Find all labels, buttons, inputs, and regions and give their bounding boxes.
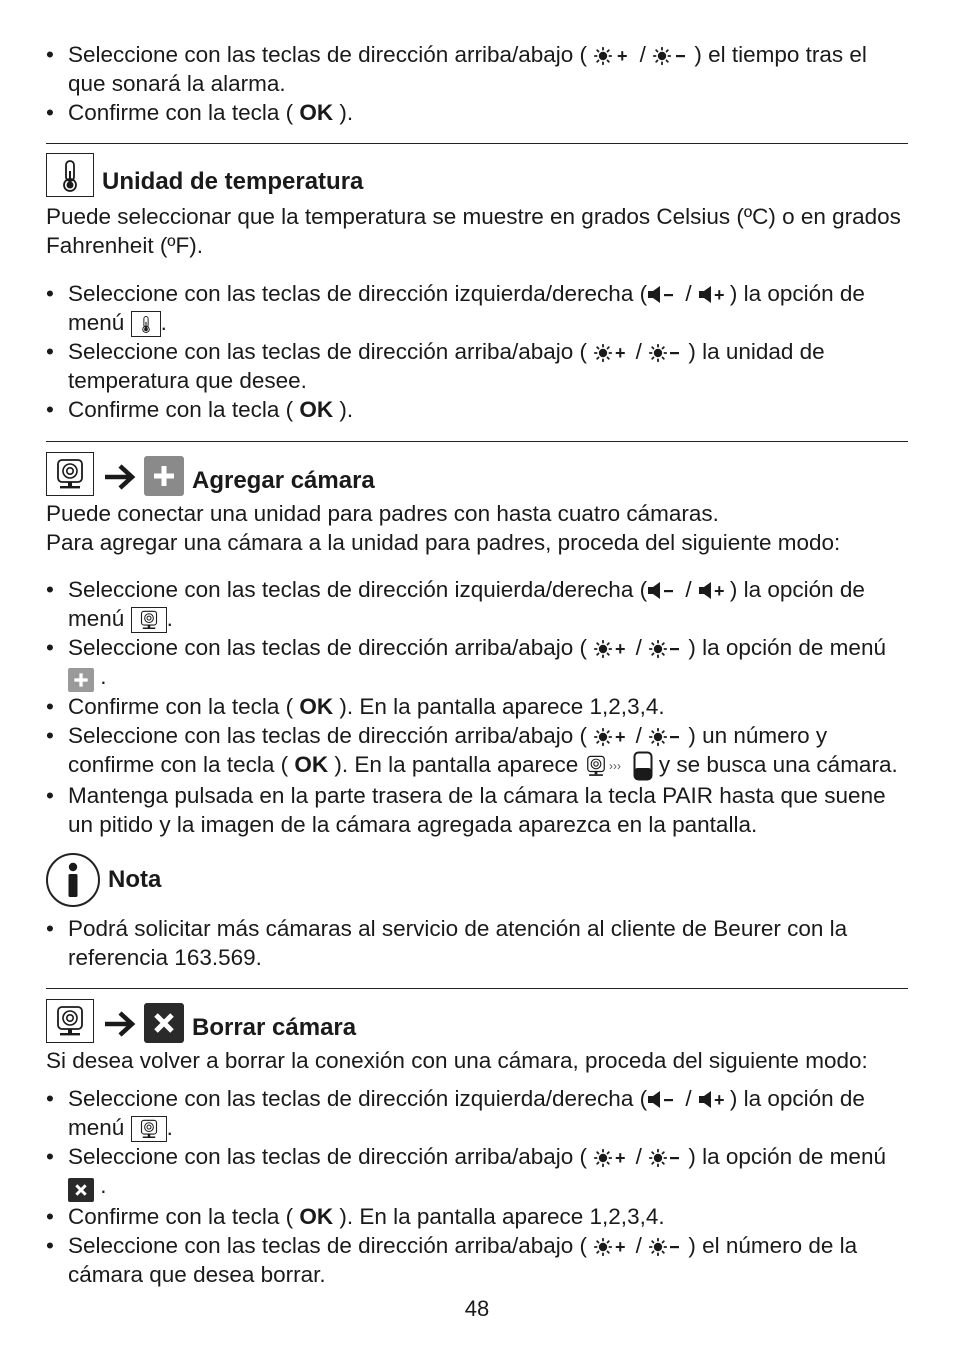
svg-text:+: +: [615, 1237, 626, 1258]
delete-camera-heading: [46, 999, 908, 1043]
delete-icon: [144, 1003, 184, 1043]
list-item: • Podrá solicitar más cámaras al servicio de atención al cliente de Beurer con la referencia 163.569.: [46, 914, 908, 972]
section-description: Para agregar una cámara a la unidad para padres, proceda del siguiente modo:: [46, 530, 841, 555]
list-item: • Seleccione con las teclas de dirección arriba/abajo ( + / ) el tiempo tras el que sonará la alarma.: [46, 40, 908, 98]
parent-unit-icon: [633, 751, 653, 781]
svg-text:›››: ›››: [608, 760, 621, 773]
brightness-plus-icon: [593, 727, 629, 747]
section-description: Si desea volver a borrar la conexión con una cámara, proceda del siguiente modo:: [46, 1048, 868, 1074]
brightness-plus-icon: [593, 343, 629, 363]
svg-text:+: +: [615, 727, 626, 748]
page-number: 48: [464, 1296, 490, 1321]
temperature-steps: [46, 279, 908, 424]
brightness-plus-icon: [593, 1237, 629, 1257]
intro-list: [46, 40, 908, 127]
brightness-plus-icon: [593, 639, 629, 659]
volume-minus-icon: [647, 581, 679, 601]
brightness-minus-icon: [648, 1237, 682, 1257]
add-icon: [144, 456, 184, 496]
camera-icon: [585, 754, 607, 778]
list-item: • Confirme con la tecla ( OK ). En la pantalla aparece 1,2,3,4.: [46, 692, 908, 721]
section-description: Puede conectar una unidad para padres con hasta cuatro cámaras.: [46, 501, 719, 526]
section-title: Borrar cámara: [192, 1014, 357, 1042]
temperature-heading: [46, 153, 908, 197]
section-title: Agregar cámara: [192, 467, 375, 494]
svg-text:+: +: [615, 343, 626, 364]
section-title: Unidad de temperatura: [102, 168, 364, 195]
list-item: • Seleccione con las teclas de dirección arriba/abajo ( + / ) la opción de menú .: [46, 1142, 908, 1202]
brightness-plus-icon: [593, 46, 633, 66]
section-description: Puede seleccionar que la temperatura se muestre en grados Celsius (ºC) o en grados Fahrenheit (ºF).: [46, 204, 901, 258]
volume-plus-icon: [698, 285, 730, 305]
camera-icon: [46, 452, 94, 496]
document-page: [46, 40, 908, 1289]
signal-dots-icon: [607, 760, 633, 772]
thermometer-icon: [46, 153, 94, 197]
info-icon: [46, 853, 100, 907]
brightness-plus-icon: [593, 1148, 629, 1168]
list-item: • Seleccione con las teclas de dirección izquierda/derecha ( / + ) la opción de menú .: [46, 575, 908, 633]
svg-text:+: +: [617, 46, 628, 67]
note-heading: [46, 853, 908, 907]
brightness-minus-icon: [648, 1148, 682, 1168]
brightness-minus-icon: [648, 639, 682, 659]
camera-icon: [131, 1116, 167, 1142]
list-item: • Confirme con la tecla ( OK ). En la pantalla aparece 1,2,3,4.: [46, 1202, 908, 1231]
section-title: Nota: [108, 866, 162, 894]
svg-text:+: +: [615, 1148, 626, 1169]
camera-icon: [131, 607, 167, 633]
list-item: • Seleccione con las teclas de dirección arriba/abajo ( + / ) la unidad de temperatura que desee.: [46, 337, 908, 395]
delete-icon: [68, 1178, 94, 1202]
delete-camera-steps: [46, 1084, 908, 1289]
svg-text:+: +: [713, 581, 725, 602]
add-icon: [68, 668, 94, 692]
list-item: • Seleccione con las teclas de dirección izquierda/derecha ( / + ) la opción de menú .: [46, 279, 908, 337]
svg-text:+: +: [615, 639, 626, 660]
brightness-minus-icon: [648, 343, 682, 363]
volume-minus-icon: [647, 285, 679, 305]
volume-plus-icon: [698, 1090, 730, 1110]
add-camera-heading: [46, 452, 908, 496]
list-item: • Seleccione con las teclas de dirección arriba/abajo ( + / ) un número y confirme con la tecla ( OK ). En la pantalla aparece ››› y se busca una cámara.: [46, 721, 908, 781]
volume-plus-icon: [698, 581, 730, 601]
camera-icon: [46, 999, 94, 1043]
brightness-minus-icon: [648, 727, 682, 747]
thermometer-icon: [131, 311, 161, 337]
arrow-right-icon: [102, 464, 136, 490]
svg-text:+: +: [713, 1090, 725, 1111]
list-item: • Seleccione con las teclas de dirección arriba/abajo ( + / ) el número de la cámara que desea borrar.: [46, 1231, 908, 1289]
list-item: • Seleccione con las teclas de dirección izquierda/derecha ( / + ) la opción de menú .: [46, 1084, 908, 1142]
arrow-right-icon: [102, 1011, 136, 1037]
list-item: • Confirme con la tecla ( OK ).: [46, 395, 908, 424]
brightness-minus-icon: [652, 46, 688, 66]
list-item: • Mantenga pulsada en la parte trasera de la cámara la tecla PAIR hasta que suene un pitido y la imagen de la cámara agregada aparezca en la pantalla.: [46, 781, 908, 839]
svg-text:+: +: [713, 285, 725, 306]
volume-minus-icon: [647, 1090, 679, 1110]
note-list: [46, 914, 908, 972]
add-camera-steps: [46, 575, 908, 839]
list-item: • Seleccione con las teclas de dirección arriba/abajo ( + / ) la opción de menú .: [46, 633, 908, 692]
list-item: • Confirme con la tecla ( OK ).: [46, 98, 908, 127]
